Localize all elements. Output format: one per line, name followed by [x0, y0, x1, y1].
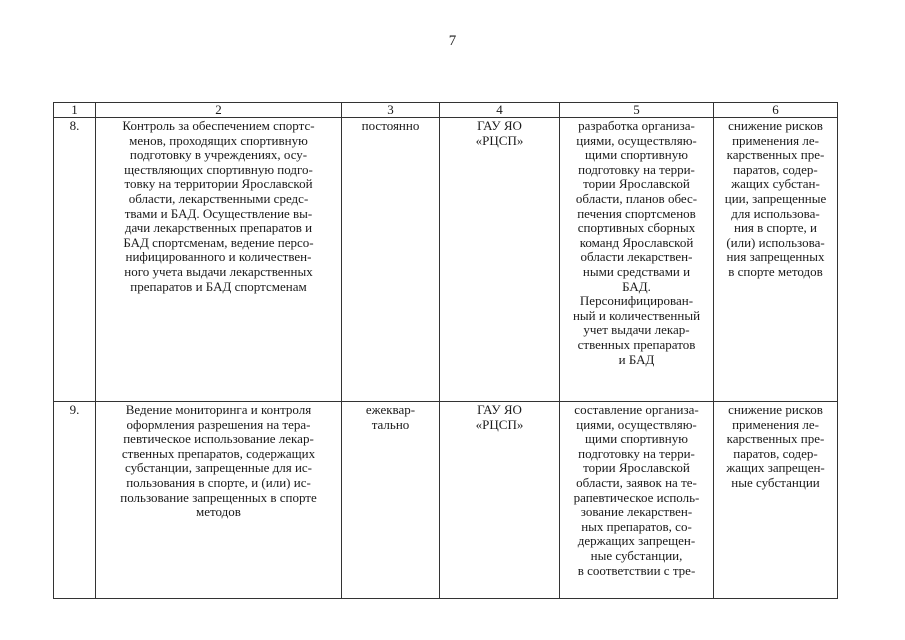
header-cell-3: 3	[342, 103, 440, 118]
measure-period-text: ежеквар- тально	[365, 402, 416, 432]
measure-result	[560, 402, 714, 599]
measure-executor-text: ГАУ ЯО «РЦСП»	[475, 118, 524, 148]
measure-executor-text: ГАУ ЯО «РЦСП»	[475, 402, 524, 432]
measure-period-text: постоянно	[361, 118, 420, 133]
row-number-text: 8.	[69, 118, 80, 133]
measure-goal-text: снижение рисков применения ле- карственных пре- паратов, содер- жащих субстан- ции, запрещенные для использова- ния в спорте, и (или) использова- ния запрещенных в спорте методов	[724, 118, 827, 279]
page-number: 7	[448, 33, 457, 49]
header-cell-4: 4	[440, 103, 560, 118]
measure-description	[96, 402, 342, 599]
header-cell-6: 6	[714, 103, 838, 118]
header-cell-5: 5	[560, 103, 714, 118]
measure-goal	[714, 402, 838, 599]
row-number	[54, 118, 96, 402]
measure-goal-text: снижение рисков применения ле- карственных пре- паратов, содер- жащих запрещен- ные субстанции	[726, 402, 825, 490]
table-row	[54, 402, 838, 599]
measure-result	[560, 118, 714, 402]
measure-goal	[714, 118, 838, 402]
row-number-text: 9.	[69, 402, 80, 417]
table-row	[54, 118, 838, 402]
header-cell-1: 1	[54, 103, 96, 118]
measure-period	[342, 118, 440, 402]
measure-result-text: составление организа- циями, осуществляю- щими спортивную подготовку на терри- тории Ярославской области, заявок на те- рапевтическое исполь- зование лекарствен- ных препаратов, со- держащих запрещен- ные субстанции, в соответствии с тре-	[573, 402, 700, 578]
measure-executor	[440, 118, 560, 402]
measure-result-text: разработка организа- циями, осуществляю- щими спортивную подготовку на терри- тории Ярославской области, планов обес- печения спортсменов спортивных сборных команд Ярославской области лекарствен- ными средствами и БАД. Персонифицирован- ный и количественный учет выдачи лекар- ственных препаратов и БАД	[572, 118, 701, 367]
measure-period	[342, 402, 440, 599]
measures-table	[53, 102, 838, 599]
measure-executor	[440, 402, 560, 599]
table-header-row	[54, 103, 838, 118]
row-number	[54, 402, 96, 599]
measure-description-text: Контроль за обеспечением спортс- менов, проходящих спортивную подготовку в учреждениях, осу- ществляющих спортивную подго- товку на территории Ярославской области, лекарственными средс- твами и БАД. Осуществление вы- дачи лекарственных препаратов и БАД спортсменам, ведение персо- нифицированного и количествен- ного учета выдачи лекарственных препаратов и БАД спортсменам	[122, 118, 315, 294]
header-cell-2: 2	[96, 103, 342, 118]
measure-description	[96, 118, 342, 402]
measure-description-text: Ведение мониторинга и контроля оформления разрешения на тера- певтическое использование лекар- ственных препаратов, содержащих субстанции, запрещенные для ис- пользования в спорте, и (или) ис- пользование запрещенных в спорте методов	[120, 402, 317, 520]
